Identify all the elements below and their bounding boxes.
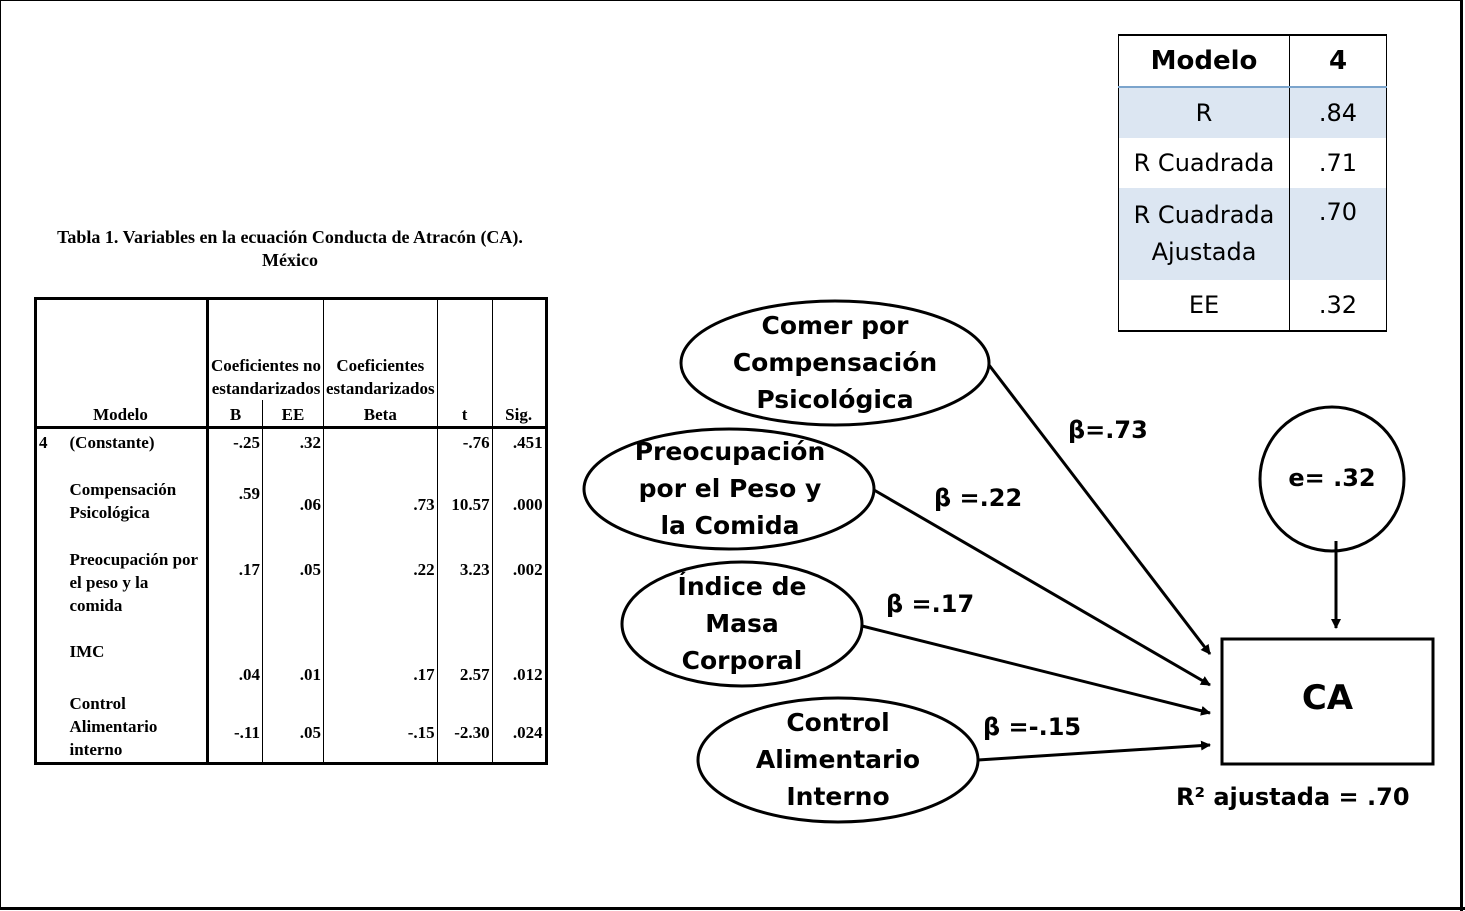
error-label: e= .32 — [1288, 464, 1376, 492]
row-label: Preocupación por el peso y la comida — [69, 549, 198, 615]
summary-value: .32 — [1290, 280, 1387, 331]
beta-label: β=.73 — [1068, 416, 1148, 444]
summary-label: EE — [1119, 280, 1290, 331]
row-label: (Constante) — [69, 433, 155, 452]
cell-beta: -.15 — [324, 686, 438, 764]
summary-value: .71 — [1290, 138, 1387, 188]
header-ee: EE — [263, 400, 324, 428]
r2-label: R² ajustada = .70 — [1176, 783, 1410, 811]
path-arrow — [862, 626, 1210, 713]
summary-label: R — [1119, 87, 1290, 138]
cell-sig: .012 — [492, 640, 546, 686]
beta-label: β =.22 — [934, 484, 1023, 512]
cell-ee: .32 — [263, 428, 324, 468]
predictor-label-imc: Índice de Masa Corporal — [677, 572, 807, 675]
header-t: t — [437, 400, 492, 428]
row-label: Control Alimentario interno — [69, 693, 158, 759]
cell-sig: .024 — [492, 686, 546, 764]
beta-label: β =.17 — [886, 590, 975, 618]
header-b: B — [208, 400, 263, 428]
summary-label: R Cuadrada — [1119, 138, 1290, 188]
summary-value: .70 — [1290, 188, 1387, 280]
path-arrow — [978, 745, 1210, 760]
cell-sig: .000 — [492, 468, 546, 542]
cell-t: 2.57 — [437, 640, 492, 686]
cell-b: .17 — [208, 542, 263, 640]
beta-label: β =-.15 — [983, 713, 1082, 741]
predictor-label-preocupacion: Preocupación por el Peso y la Comida — [634, 437, 826, 540]
model-number: 4 — [39, 433, 48, 452]
cell-b: -.25 — [208, 428, 263, 468]
cell-ee: .05 — [263, 686, 324, 764]
predictor-label-control: Control Alimentario Interno — [755, 708, 921, 811]
table1-title: Tabla 1. Variables en la ecuación Conducta de Atracón (CA). México — [57, 227, 523, 270]
cell-t: -.76 — [437, 428, 492, 468]
predictor-label-compensacion: Comer por Compensación Psicológica — [732, 311, 938, 414]
row-label: IMC — [69, 641, 105, 661]
header-sig: Sig. — [492, 400, 546, 428]
summary-label: R Cuadrada Ajustada — [1119, 188, 1290, 280]
cell-ee: .06 — [263, 468, 324, 542]
cell-b: .59 — [208, 468, 263, 542]
cell-beta: .22 — [324, 542, 438, 640]
cell-b: .04 — [208, 640, 263, 686]
cell-b: -.11 — [208, 686, 263, 764]
cell-t: 10.57 — [437, 468, 492, 542]
cell-ee: .01 — [263, 640, 324, 686]
row-label: Compensación Psicológica — [69, 479, 177, 522]
outcome-label: CA — [1301, 678, 1354, 718]
cell-t: 3.23 — [437, 542, 492, 640]
cell-sig: .451 — [492, 428, 546, 468]
summary-header-label: Modelo — [1119, 35, 1290, 87]
summary-value: .84 — [1290, 87, 1387, 138]
summary-header-value: 4 — [1290, 35, 1387, 87]
cell-beta: .73 — [324, 468, 438, 542]
cell-t: -2.30 — [437, 686, 492, 764]
header-unstd-coef: Coeficientes no estandarizados — [208, 299, 324, 401]
cell-beta: .17 — [324, 640, 438, 686]
header-std-coef: Coeficientes estandarizados — [324, 299, 438, 401]
header-model: Modelo — [36, 400, 208, 428]
cell-ee: .05 — [263, 542, 324, 640]
header-beta: Beta — [324, 400, 438, 428]
cell-sig: .002 — [492, 542, 546, 640]
